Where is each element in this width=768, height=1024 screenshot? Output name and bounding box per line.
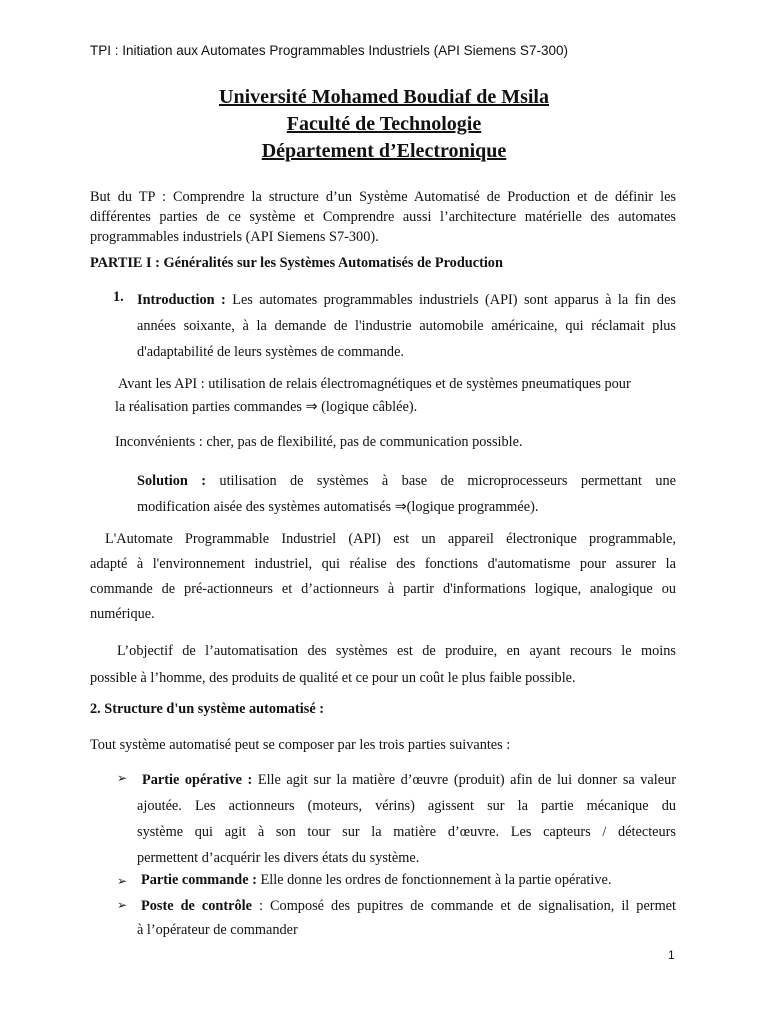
operative-part-line xyxy=(137,767,676,793)
intro-line: années soixante, à la demande de l'industrie automobile américaine, qui réclamait plus xyxy=(137,318,676,334)
api-definition-paragraph xyxy=(90,527,676,627)
operative-part-line: ajoutée. Les actionneurs (moteurs, vérins) agissent sur la partie mécanique du xyxy=(137,798,676,814)
intro-line xyxy=(137,287,676,313)
operative-part-line: système qui agit à son tour sur la matière d’œuvre. Les capteurs / détecteurs xyxy=(137,824,676,840)
university-title: Université Mohamed Boudiaf de Msila xyxy=(219,86,549,108)
department-title: Département d’Electronique xyxy=(261,140,507,162)
tp-goal-line: But du TP : Comprendre la structure d’un Système Automatisé de Production et de définir les xyxy=(90,189,676,205)
solution-label: Solution : xyxy=(137,473,207,489)
control-station-line: à l’opérateur de commander xyxy=(137,922,298,938)
api-definition-line: numérique. xyxy=(90,606,155,622)
solution-line xyxy=(137,468,676,494)
objective-line: possible à l’homme, des produits de qualité et ce pour un coût le plus faible possible. xyxy=(90,670,576,686)
intro-paragraph xyxy=(137,287,676,365)
operative-part-line: permettent d’acquérir les divers états du système. xyxy=(137,850,420,866)
api-definition-line: adapté à l'environnement industriel, qui réalise des fonctions d'automatisme pour assurer la xyxy=(90,556,676,572)
drawbacks-paragraph: Inconvénients : cher, pas de flexibilité, pas de communication possible. xyxy=(115,434,523,450)
intro-label: Introduction : xyxy=(137,292,226,308)
faculty-title: Faculté de Technologie xyxy=(286,113,482,135)
bullet-arrow-icon: ➢ xyxy=(117,771,128,785)
bullet-arrow-icon: ➢ xyxy=(117,874,128,888)
intro-line: d'adaptabilité de leurs systèmes de commande. xyxy=(137,344,404,360)
solution-line: modification aisée des systèmes automatisés ⇒(logique programmée). xyxy=(137,499,539,515)
page-number: 1 xyxy=(668,948,675,962)
document-header: TPI : Initiation aux Automates Programmables Industriels (API Siemens S7-300) xyxy=(90,43,568,58)
section2-heading: 2. Structure d'un système automatisé : xyxy=(90,701,325,717)
tp-goal-line: programmables industriels (API Siemens S7-300). xyxy=(90,229,379,245)
operative-part-text: Elle agit sur la matière d’œuvre (produit) afin de lui donner sa valeur xyxy=(252,772,676,788)
control-station-label: Poste de contrôle xyxy=(141,898,252,914)
before-api-line: la réalisation parties commandes ⇒ (logique câblée). xyxy=(115,399,418,415)
solution-text: utilisation de systèmes à base de microprocesseurs permettant une xyxy=(206,473,676,489)
command-part-label: Partie commande : xyxy=(141,872,257,888)
solution-paragraph xyxy=(137,468,676,520)
objective-paragraph xyxy=(90,638,676,692)
objective-line: L’objectif de l’automatisation des systèmes est de produire, en ayant recours le moins xyxy=(117,643,676,659)
command-part-text: Elle donne les ordres de fonctionnement à la partie opérative. xyxy=(256,872,612,888)
before-api-paragraph xyxy=(115,373,676,419)
part1-heading: PARTIE I : Généralités sur les Systèmes Automatisés de Production xyxy=(90,255,503,271)
intro-text: Les automates programmables industriels (API) sont apparus à la fin des xyxy=(225,292,676,308)
intro-number xyxy=(113,287,135,307)
tp-goal xyxy=(90,187,676,247)
before-api-line: Avant les API : utilisation de relais électromagnétiques et de systèmes pneumatiques pour xyxy=(118,376,631,392)
tp-goal-line: différentes parties de ce système et Comprendre aussi l’architecture matérielle des automates xyxy=(90,209,676,225)
control-station-item xyxy=(137,894,676,942)
intro-number-text: 1. xyxy=(113,289,124,305)
operative-part-item xyxy=(137,767,676,871)
section2-intro: Tout système automatisé peut se composer par les trois parties suivantes : xyxy=(90,737,511,753)
bullet-arrow-icon: ➢ xyxy=(117,898,128,912)
api-definition-line: L'Automate Programmable Industriel (API) est un appareil électronique programmable, xyxy=(105,531,676,547)
control-station-line xyxy=(137,894,676,918)
command-part-item xyxy=(141,870,611,890)
operative-part-label: Partie opérative : xyxy=(142,772,253,788)
control-station-text: : Composé des pupitres de commande et de signalisation, il permet xyxy=(251,898,677,914)
api-definition-line: commande de pré-actionneurs et d’actionneurs à partir d'informations logique, analogique ou xyxy=(90,581,676,597)
